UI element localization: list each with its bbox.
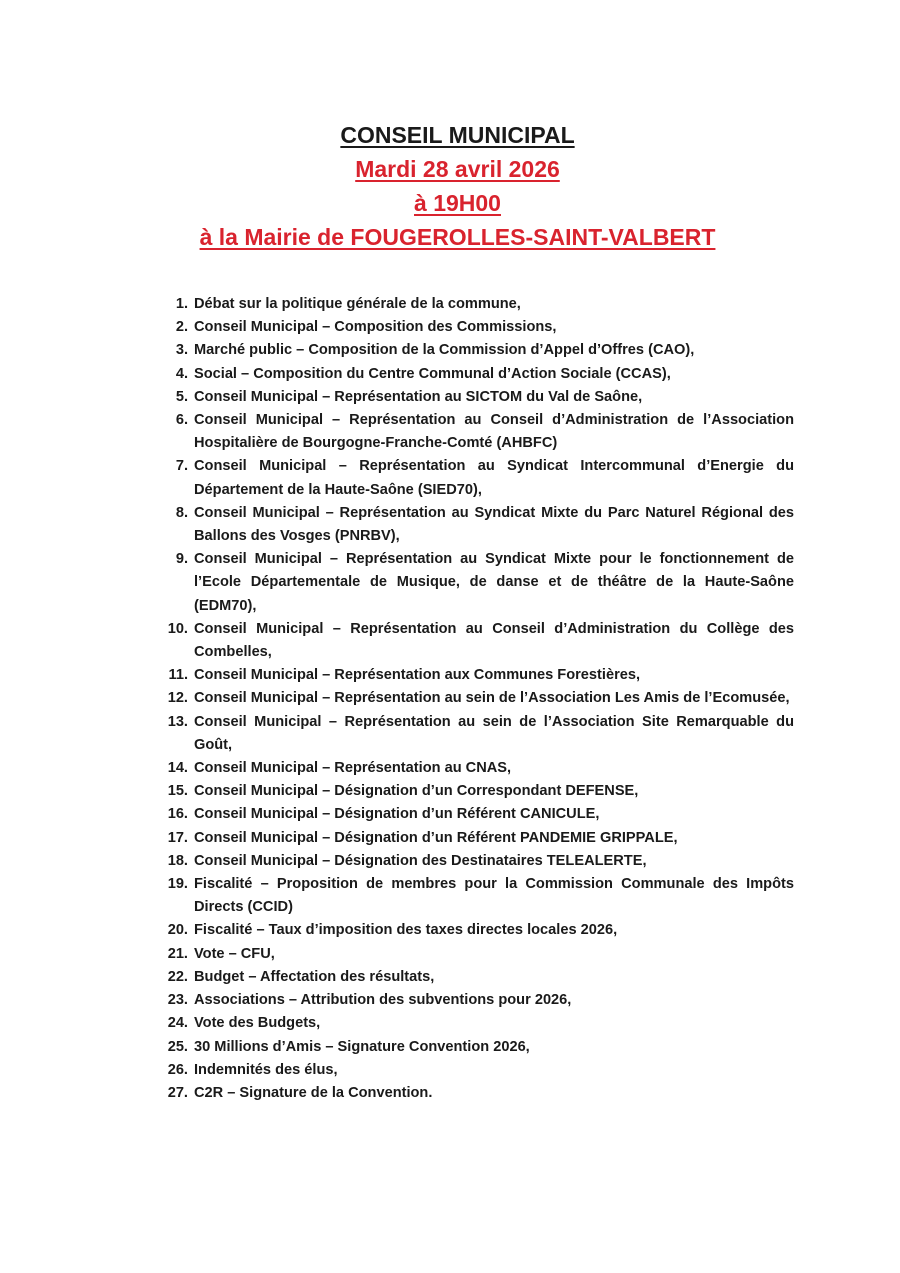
agenda-item-number: 22. <box>167 968 188 985</box>
agenda-item-text: Fiscalité – Proposition de membres pour la Commission Communale des Impôts Directs (CCID) <box>194 876 794 916</box>
agenda-item-text: Conseil Municipal – Désignation des Destinataires TELEALERTE, <box>194 852 647 869</box>
agenda-item <box>160 1059 794 1082</box>
meeting-place: à la Mairie de FOUGEROLLES-SAINT-VALBERT <box>199 224 716 250</box>
agenda-item-number: 19. <box>167 876 188 893</box>
agenda-item-text: Conseil Municipal – Représentation au Syndicat Intercommunal d’Energie du Département de la Haute-Saône (SIED70), <box>194 458 794 498</box>
agenda-item-text: Débat sur la politique générale de la commune, <box>194 296 521 312</box>
agenda-item-number: 15. <box>167 783 188 800</box>
agenda-item <box>160 455 794 501</box>
agenda-item <box>160 711 794 757</box>
agenda-item-text: Conseil Municipal – Représentation au CNAS, <box>194 760 512 777</box>
agenda-item <box>160 873 794 919</box>
agenda-item-text: Conseil Municipal – Représentation aux Communes Forestières, <box>194 667 641 684</box>
agenda-item <box>160 409 794 455</box>
page-title: CONSEIL MUNICIPAL <box>340 122 575 148</box>
agenda-item <box>160 548 794 618</box>
agenda-item <box>160 386 794 409</box>
agenda-item-text: Budget – Affectation des résultats, <box>194 968 435 985</box>
agenda-item-text: Conseil Municipal – Composition des Commissions, <box>194 319 557 336</box>
agenda-item-text: Associations – Attribution des subventions pour 2026, <box>194 992 572 1009</box>
agenda-item-number: 7. <box>175 458 188 475</box>
agenda-item-number: 27. <box>167 1084 188 1101</box>
agenda-item-number: 4. <box>175 365 188 382</box>
agenda-item <box>160 780 794 803</box>
agenda-item-number: 18. <box>167 852 188 869</box>
agenda-item-text: Marché public – Composition de la Commission d’Appel d’Offres (CAO), <box>194 342 695 359</box>
agenda-item <box>160 966 794 989</box>
agenda-item-number: 20. <box>167 922 188 939</box>
agenda-item <box>160 850 794 873</box>
agenda-item-text: 30 Millions d’Amis – Signature Convention 2026, <box>194 1038 530 1055</box>
agenda-item-number: 17. <box>167 829 188 846</box>
agenda-item <box>160 919 794 942</box>
agenda-item-text: Conseil Municipal – Représentation au SICTOM du Val de Saône, <box>194 388 643 405</box>
agenda-item <box>160 1012 794 1035</box>
agenda-item-text: Conseil Municipal – Représentation au Syndicat Mixte pour le fonctionnement de l’Ecole Départementale de Musique, de danse et de théâtre de la Haute-Saône (EDM70), <box>194 551 794 614</box>
agenda-item-number: 9. <box>175 551 188 568</box>
agenda-item-text: Social – Composition du Centre Communal d’Action Sociale (CCAS), <box>194 365 671 382</box>
agenda-item-text: C2R – Signature de la Convention. <box>194 1084 433 1101</box>
agenda-item-text: Conseil Municipal – Représentation au sein de l’Association Les Amis de l’Ecomusée, <box>194 690 790 707</box>
agenda-item <box>160 687 794 710</box>
agenda-item <box>160 618 794 664</box>
agenda-item-text: Conseil Municipal – Désignation d’un Référent PANDEMIE GRIPPALE, <box>194 829 678 846</box>
agenda-item-text: Conseil Municipal – Désignation d’un Correspondant DEFENSE, <box>194 783 639 800</box>
agenda-item <box>160 1036 794 1059</box>
agenda-item-number: 16. <box>167 806 188 823</box>
agenda-item-number: 21. <box>167 945 188 962</box>
agenda-item <box>160 827 794 850</box>
agenda-item <box>160 502 794 548</box>
meeting-header <box>0 118 900 254</box>
meeting-date: Mardi 28 avril 2026 <box>355 156 560 182</box>
agenda-item-number: 12. <box>167 690 188 707</box>
agenda-item <box>160 339 794 362</box>
agenda-item <box>160 293 794 316</box>
agenda-item-number: 2. <box>175 319 188 336</box>
agenda-item <box>160 316 794 339</box>
agenda-item <box>160 1082 794 1105</box>
agenda-item-number: 10. <box>167 620 188 637</box>
agenda-item-text: Conseil Municipal – Représentation au Conseil d’Administration de l’Association Hospitalière de Bourgogne-Franche-Comté (AHBFC) <box>194 412 794 452</box>
agenda-item-text: Indemnités des élus, <box>194 1061 338 1078</box>
agenda-item-number: 1. <box>175 296 188 312</box>
agenda-item-number: 13. <box>167 713 188 730</box>
agenda-item-text: Vote des Budgets, <box>194 1015 321 1032</box>
agenda-item-number: 11. <box>168 667 188 684</box>
agenda-item-text: Conseil Municipal – Représentation au Syndicat Mixte du Parc Naturel Régional des Ballons des Vosges (PNRBV), <box>194 504 794 545</box>
agenda-item <box>160 664 794 687</box>
agenda-item <box>160 803 794 826</box>
agenda-item <box>160 989 794 1012</box>
agenda-item <box>160 363 794 386</box>
agenda-item-text: Conseil Municipal – Représentation au sein de l’Association Site Remarquable du Goût, <box>194 713 794 753</box>
meeting-time: à 19H00 <box>414 190 501 216</box>
agenda-item-number: 25. <box>167 1038 188 1055</box>
agenda-item-text: Vote – CFU, <box>194 945 275 962</box>
agenda-item-text: Fiscalité – Taux d’imposition des taxes directes locales 2026, <box>194 922 618 939</box>
agenda-list <box>160 293 794 1105</box>
agenda-item-number: 26. <box>167 1061 188 1078</box>
agenda-item-number: 6. <box>175 412 188 429</box>
agenda-item <box>160 943 794 966</box>
agenda-item-number: 8. <box>175 504 188 521</box>
agenda-item-text: Conseil Municipal – Représentation au Conseil d’Administration du Collège des Combelles, <box>194 620 794 661</box>
agenda-item-number: 24. <box>167 1015 188 1032</box>
agenda-item-number: 5. <box>175 388 188 405</box>
agenda-item-number: 23. <box>167 992 188 1009</box>
agenda-item-number: 14. <box>167 760 188 777</box>
agenda-item-text: Conseil Municipal – Désignation d’un Référent CANICULE, <box>194 806 600 823</box>
agenda-item <box>160 757 794 780</box>
agenda-item-number: 3. <box>175 342 188 359</box>
